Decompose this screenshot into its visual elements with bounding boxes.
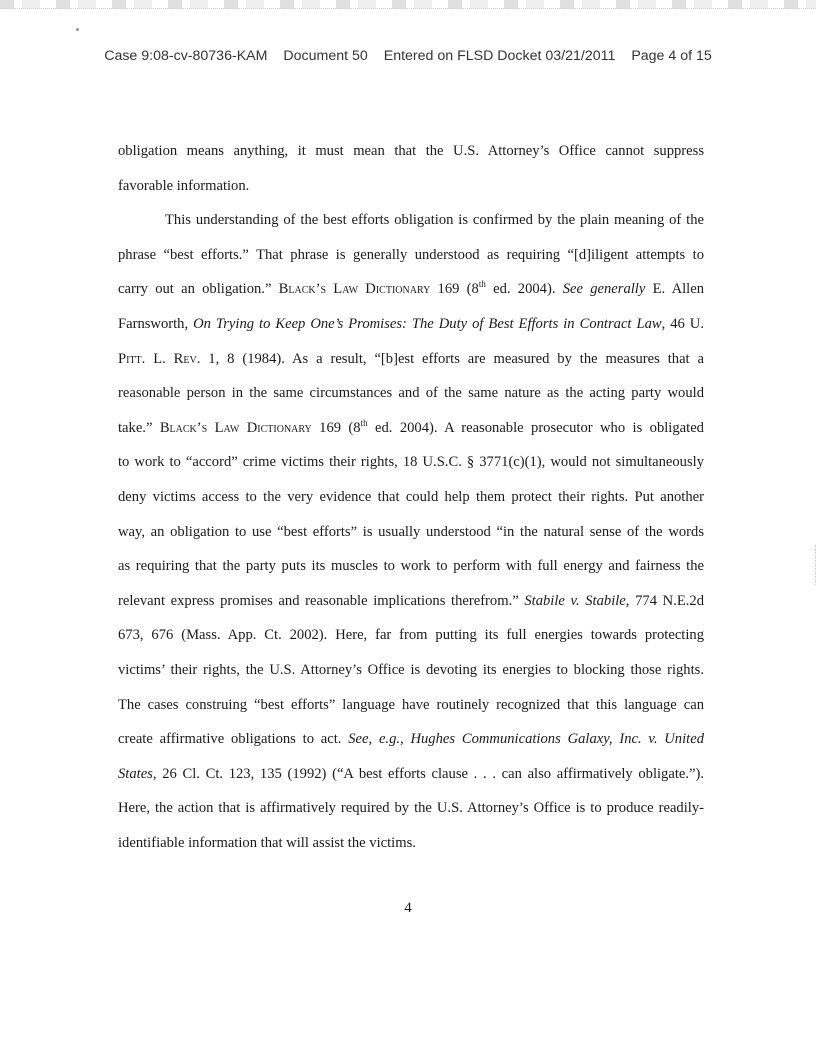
text-line: The cases construing “best efforts” language have routinely recognized that this language can	[118, 696, 704, 713]
page-number: 4	[404, 900, 412, 916]
journal-name: Pitt. L. Rev.	[118, 350, 201, 367]
text-line: Farnsworth, On Trying to Keep One’s Promises: The Duty of Best Efforts in Contract Law, 46 U.	[118, 315, 704, 332]
text-line: Here, the action that is affirmatively required by the U.S. Attorney’s Office is to produce readily-	[118, 800, 704, 817]
document-number: Document 50	[283, 48, 368, 64]
text-line: relevant express promises and reasonable implications therefrom.” Stabile v. Stabile, 774 N.E.2d	[118, 592, 704, 609]
docket-header	[0, 48, 816, 64]
article-title: On Trying to Keep One’s Promises: The Duty of Best Efforts in Contract Law	[193, 315, 662, 332]
text-line: States, 26 Cl. Ct. 123, 135 (1992) (“A best efforts clause . . . can also affirmatively obligate.”).	[118, 765, 704, 782]
text-line: reasonable person in the same circumstances and of the same nature as the acting party would	[118, 385, 704, 402]
text-line: take.” Black’s Law Dictionary 169 (8th ed. 2004). A reasonable prosecutor who is obligated	[118, 417, 704, 436]
citation-signal: See generally	[562, 281, 646, 298]
case-name: Stabile v. Stabile	[524, 592, 626, 609]
citation-source: Black’s Law Dictionary	[159, 419, 312, 436]
text-line: Pitt. L. Rev. 1, 8 (1984). As a result, “[b]est efforts are measured by the measures that a	[118, 350, 704, 367]
text-line: This understanding of the best efforts obligation is confirmed by the plain meaning of the	[165, 212, 704, 229]
text-line: carry out an obligation.” Black’s Law Dictionary 169 (8th ed. 2004). See generally E. Allen	[118, 279, 704, 298]
text-line: deny victims access to the very evidence that could help them protect their rights. Put another	[118, 488, 704, 505]
text-line: favorable information.	[118, 177, 250, 194]
text-line: way, an obligation to use “best efforts” is usually understood “in the natural sense of the words	[118, 523, 704, 540]
case-name: States	[118, 765, 153, 782]
scan-speck	[76, 28, 79, 31]
page-of-total: Page 4 of 15	[631, 48, 712, 64]
case-number: Case 9:08-cv-80736-KAM	[104, 48, 268, 64]
document-body	[118, 134, 704, 860]
docket-entry: Entered on FLSD Docket 03/21/2011	[383, 48, 616, 64]
text-line: 673, 676 (Mass. App. Ct. 2002). Here, far from putting its full energies towards protecting	[118, 627, 704, 644]
text-line: create affirmative obligations to act. See, e.g., Hughes Communications Galaxy, Inc. v. United	[118, 731, 704, 748]
text-line: as requiring that the party puts its muscles to work to perform with full energy and fairness the	[118, 558, 704, 575]
scan-top-edge	[0, 0, 816, 9]
scan-side-marks	[812, 545, 816, 585]
text-line: phrase “best efforts.” That phrase is generally understood as requiring “[d]iligent attempts to	[118, 246, 704, 263]
text-line: obligation means anything, it must mean that the U.S. Attorney’s Office cannot suppress	[118, 143, 704, 159]
case-name: See, e.g., Hughes Communications Galaxy, Inc. v. United	[348, 731, 704, 748]
text-line: to work to “accord” crime victims their rights, 18 U.S.C. § 3771(c)(1), would not simultaneously	[118, 454, 704, 471]
text-line: identifiable information that will assist the victims.	[118, 834, 416, 851]
text-line: victims’ their rights, the U.S. Attorney’s Office is devoting its energies to blocking those rights.	[118, 661, 704, 678]
citation-source: Black’s Law Dictionary	[278, 281, 431, 298]
